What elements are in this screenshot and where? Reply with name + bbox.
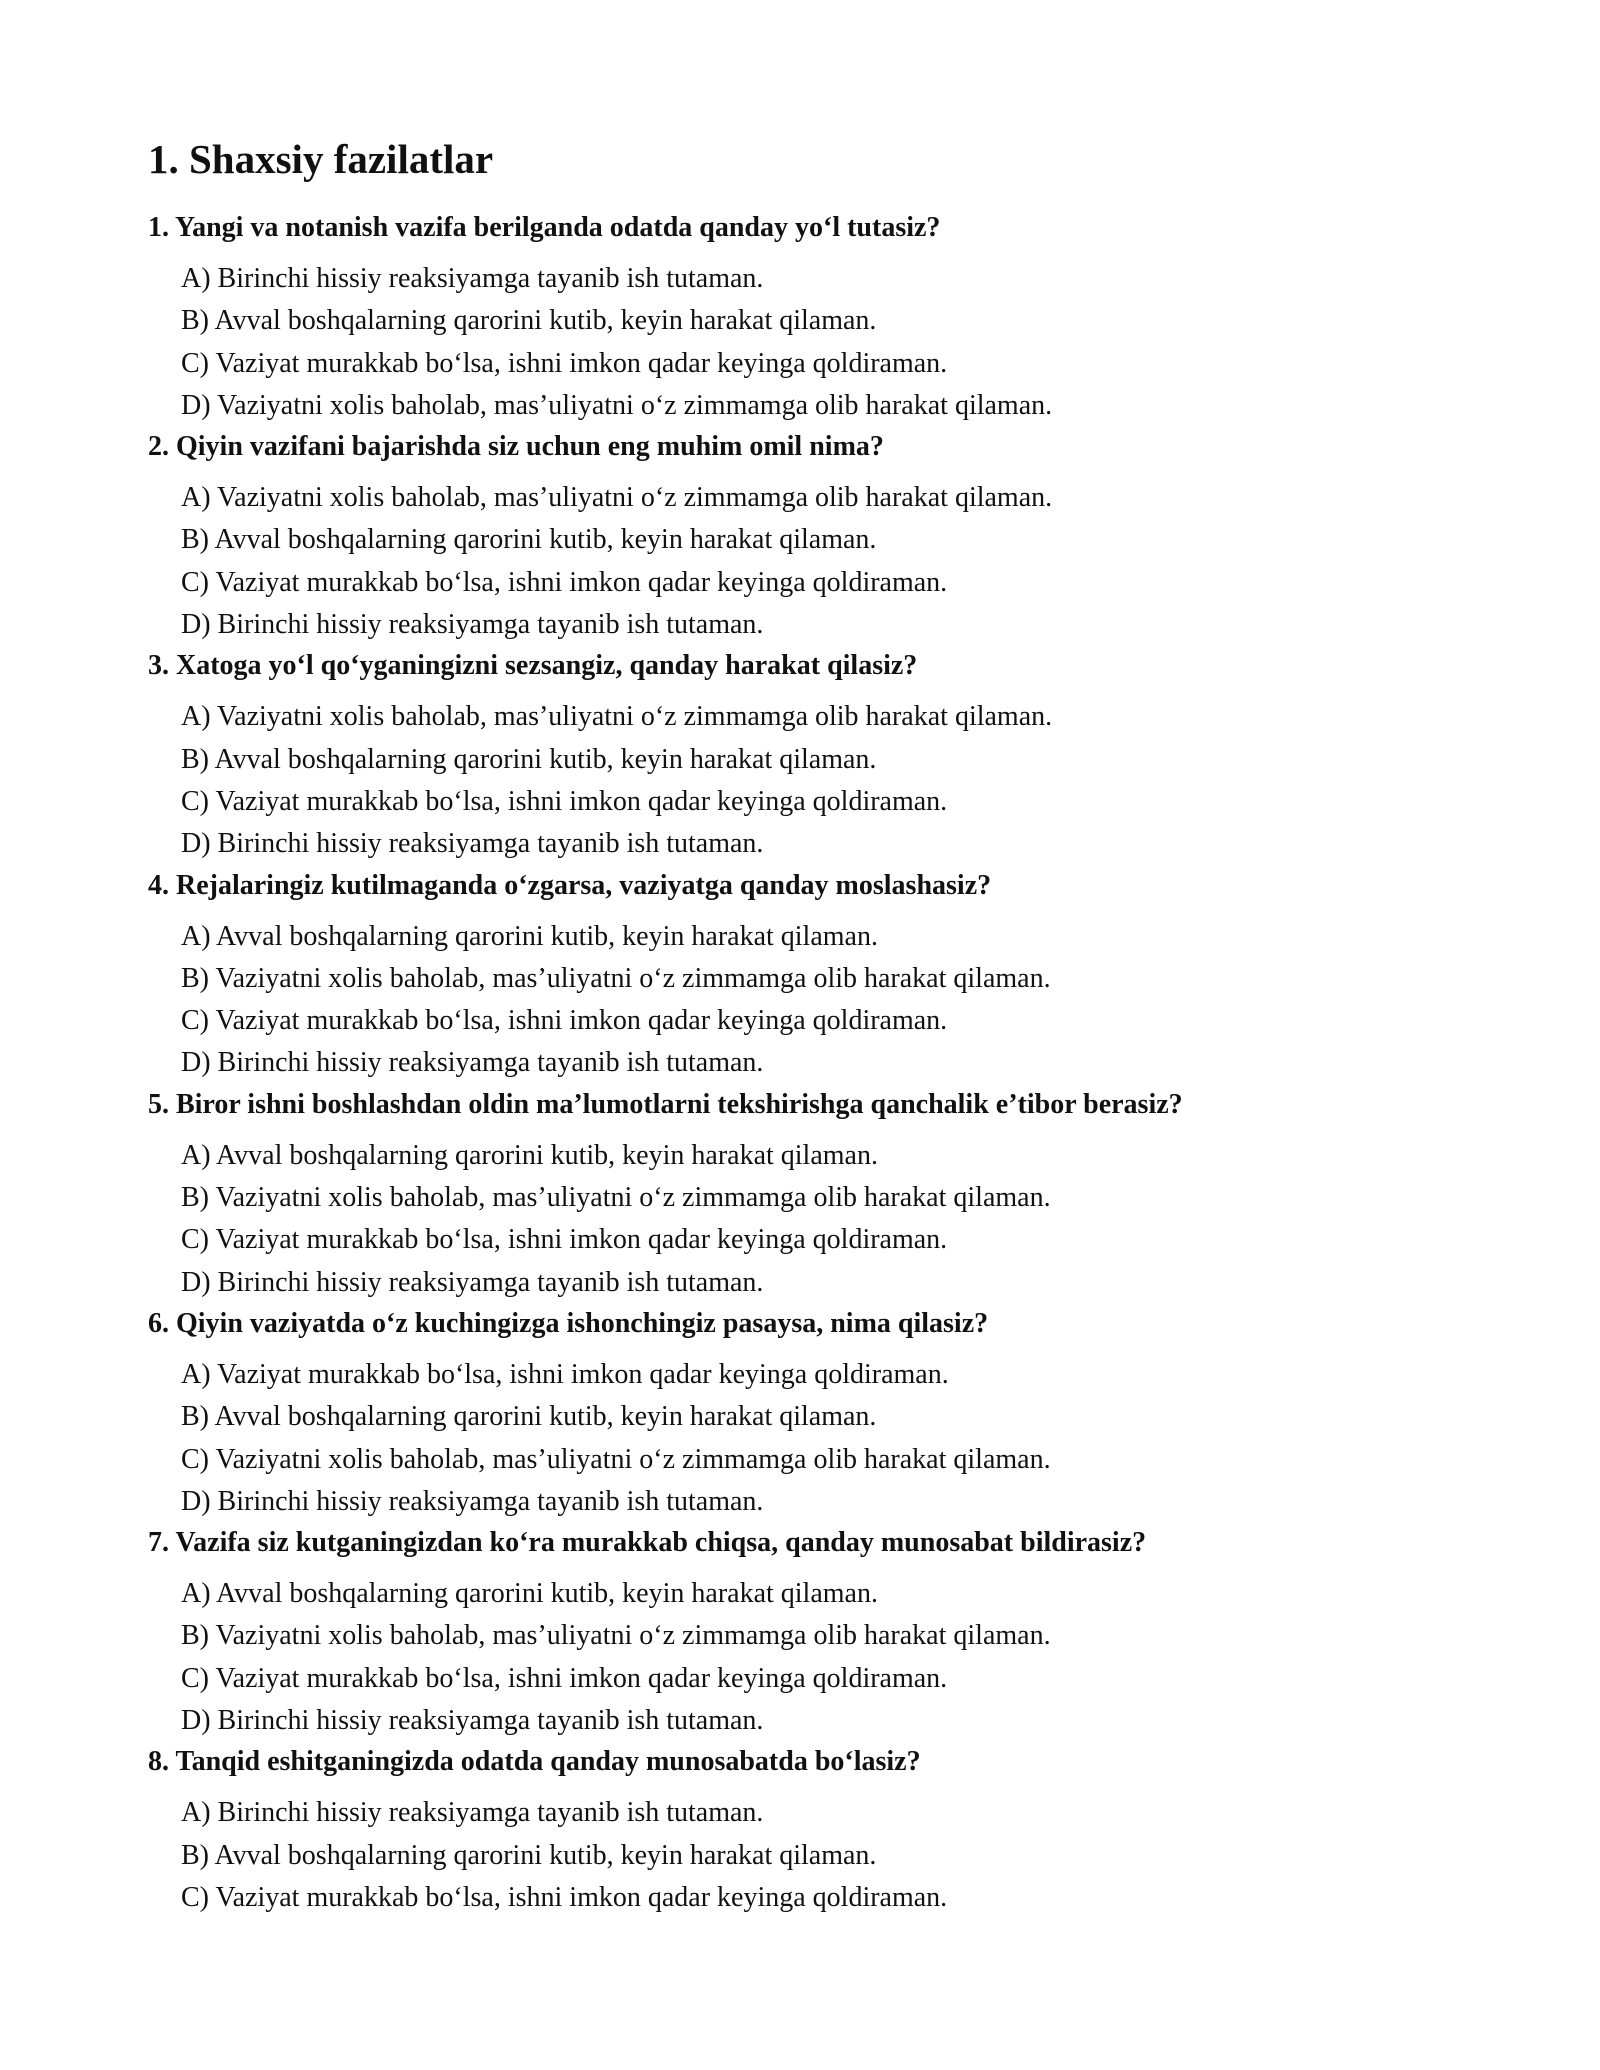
answer-option: D) Birinchi hissiy reaksiyamga tayanib ish tutaman. bbox=[181, 609, 764, 641]
question-block bbox=[148, 1304, 1468, 1523]
answer-option: D) Birinchi hissiy reaksiyamga tayanib ish tutaman. bbox=[181, 828, 764, 860]
answer-option: C) Vaziyatni xolis baholab, mas’uliyatni o‘z zimmamga olib harakat qilaman. bbox=[181, 1443, 1051, 1475]
document-page bbox=[148, 130, 1468, 1919]
option-list bbox=[181, 696, 1468, 865]
question-block bbox=[148, 1742, 1468, 1919]
answer-option: D) Birinchi hissiy reaksiyamga tayanib ish tutaman. bbox=[181, 1266, 764, 1298]
answer-option: C) Vaziyat murakkab bo‘lsa, ishni imkon qadar keyinga qoldiraman. bbox=[181, 1224, 948, 1256]
option-list bbox=[181, 916, 1468, 1085]
answer-option: A) Vaziyatni xolis baholab, mas’uliyatni o‘z zimmamga olib harakat qilaman. bbox=[181, 482, 1053, 514]
question-text: 7. Vazifa siz kutganingizdan ko‘ra murakkab chiqsa, qanday munosabat bildirasiz? bbox=[148, 1527, 1147, 1559]
answer-option: D) Birinchi hissiy reaksiyamga tayanib ish tutaman. bbox=[181, 1705, 764, 1737]
answer-option: B) Avval boshqalarning qarorini kutib, keyin harakat qilaman. bbox=[181, 305, 877, 337]
question-list bbox=[148, 208, 1468, 1919]
answer-option: C) Vaziyat murakkab bo‘lsa, ishni imkon qadar keyinga qoldiraman. bbox=[181, 1662, 948, 1694]
answer-option: A) Avval boshqalarning qarorini kutib, keyin harakat qilaman. bbox=[181, 920, 878, 952]
answer-option: B) Avval boshqalarning qarorini kutib, keyin harakat qilaman. bbox=[181, 1401, 877, 1433]
answer-option: D) Vaziyatni xolis baholab, mas’uliyatni o‘z zimmamga olib harakat qilaman. bbox=[181, 389, 1053, 421]
answer-option: D) Birinchi hissiy reaksiyamga tayanib ish tutaman. bbox=[181, 1485, 764, 1517]
question-text: 5. Biror ishni boshlashdan oldin ma’lumotlarni tekshirishga qanchalik e’tibor berasiz? bbox=[148, 1088, 1183, 1120]
option-list bbox=[181, 1354, 1468, 1523]
question-block bbox=[148, 1085, 1468, 1304]
answer-option: B) Vaziyatni xolis baholab, mas’uliyatni o‘z zimmamga olib harakat qilaman. bbox=[181, 962, 1051, 994]
answer-option: B) Vaziyatni xolis baholab, mas’uliyatni o‘z zimmamga olib harakat qilaman. bbox=[181, 1620, 1051, 1652]
question-block bbox=[148, 646, 1468, 865]
question-text: 4. Rejalaringiz kutilmaganda o‘zgarsa, vaziyatga qanday moslashasiz? bbox=[148, 869, 992, 901]
question-text: 1. Yangi va notanish vazifa berilganda odatda qanday yo‘l tutasiz? bbox=[148, 212, 941, 243]
answer-option: C) Vaziyat murakkab bo‘lsa, ishni imkon qadar keyinga qoldiraman. bbox=[181, 1005, 948, 1037]
question-text: 3. Xatoga yo‘l qo‘yganingizni sezsangiz, qanday harakat qilasiz? bbox=[148, 650, 918, 682]
answer-option: A) Vaziyat murakkab bo‘lsa, ishni imkon qadar keyinga qoldiraman. bbox=[181, 1358, 949, 1390]
question-text: 8. Tanqid eshitganingizda odatda qanday munosabatda bo‘lasiz? bbox=[148, 1746, 921, 1778]
answer-option: A) Birinchi hissiy reaksiyamga tayanib ish tutaman. bbox=[181, 1797, 764, 1829]
option-list bbox=[181, 1135, 1468, 1304]
option-list bbox=[181, 477, 1468, 646]
answer-option: B) Vaziyatni xolis baholab, mas’uliyatni o‘z zimmamga olib harakat qilaman. bbox=[181, 1182, 1051, 1214]
question-block bbox=[148, 866, 1468, 1085]
answer-option: A) Avval boshqalarning qarorini kutib, keyin harakat qilaman. bbox=[181, 1578, 878, 1610]
answer-option: B) Avval boshqalarning qarorini kutib, keyin harakat qilaman. bbox=[181, 1839, 877, 1871]
question-block bbox=[148, 208, 1468, 427]
answer-option: D) Birinchi hissiy reaksiyamga tayanib ish tutaman. bbox=[181, 1047, 764, 1079]
answer-option: B) Avval boshqalarning qarorini kutib, keyin harakat qilaman. bbox=[181, 524, 877, 556]
answer-option: A) Vaziyatni xolis baholab, mas’uliyatni o‘z zimmamga olib harakat qilaman. bbox=[181, 701, 1053, 733]
answer-option: C) Vaziyat murakkab bo‘lsa, ishni imkon qadar keyinga qoldiraman. bbox=[181, 785, 948, 817]
answer-option: C) Vaziyat murakkab bo‘lsa, ishni imkon qadar keyinga qoldiraman. bbox=[181, 347, 948, 379]
question-block bbox=[148, 1523, 1468, 1742]
question-block bbox=[148, 427, 1468, 646]
question-text: 6. Qiyin vaziyatda o‘z kuchingizga ishonchingiz pasaysa, nima qilasiz? bbox=[148, 1307, 989, 1339]
answer-option: A) Birinchi hissiy reaksiyamga tayanib ish tutaman. bbox=[181, 263, 764, 294]
question-text: 2. Qiyin vazifani bajarishda siz uchun eng muhim omil nima? bbox=[148, 431, 884, 463]
answer-option: C) Vaziyat murakkab bo‘lsa, ishni imkon qadar keyinga qoldiraman. bbox=[181, 1881, 948, 1913]
section-title: 1. Shaxsiy fazilatlar bbox=[148, 136, 494, 182]
answer-option: B) Avval boshqalarning qarorini kutib, keyin harakat qilaman. bbox=[181, 743, 877, 775]
answer-option: C) Vaziyat murakkab bo‘lsa, ishni imkon qadar keyinga qoldiraman. bbox=[181, 566, 948, 598]
answer-option: A) Avval boshqalarning qarorini kutib, keyin harakat qilaman. bbox=[181, 1139, 878, 1171]
option-list bbox=[181, 1792, 1468, 1919]
option-list bbox=[181, 1573, 1468, 1742]
option-list bbox=[181, 258, 1468, 427]
